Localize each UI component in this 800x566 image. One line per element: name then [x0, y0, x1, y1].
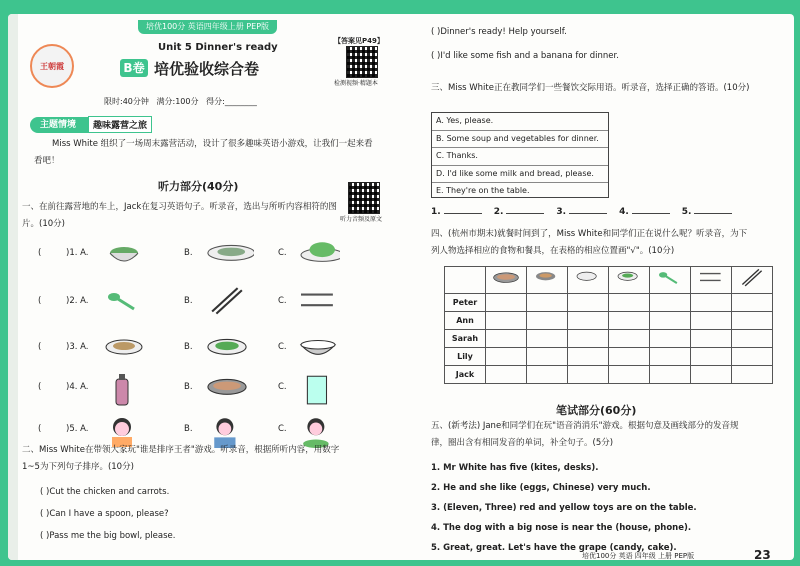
icon-header-cell	[486, 267, 527, 294]
table-row	[445, 330, 773, 348]
score-field[interactable]: 得分:________	[206, 97, 257, 106]
q1-label-b: B.	[184, 424, 193, 434]
answer-reference: 【答案见P49】	[334, 37, 384, 45]
q1-number: )5. A.	[66, 424, 89, 434]
check-cell[interactable]	[609, 330, 650, 348]
student-name: Sarah	[445, 330, 486, 348]
qr-code-icon[interactable]	[348, 182, 380, 214]
q4-line1: 四、(杭州市期末)就餐时间到了，Miss White和同学们正在说什么呢？听录音，为下	[431, 229, 748, 239]
check-cell[interactable]	[486, 312, 527, 330]
q1-label-b: B.	[184, 382, 193, 392]
q1-label-c: C.	[278, 342, 287, 352]
check-cell[interactable]	[486, 366, 527, 384]
check-cell[interactable]	[609, 348, 650, 366]
q3-answer-blanks	[431, 207, 732, 217]
logo: 王朝霞	[30, 44, 74, 88]
q2-item: ( )Cut the chicken and carrots.	[40, 487, 170, 497]
q1-instruction: 一、在前往露营地的车上，Jack在复习英语句子。听录音，选出与所听内容相符的图片。(10分)	[22, 202, 337, 229]
icon-header-cell	[732, 267, 773, 294]
blank-3[interactable]	[556, 207, 607, 217]
q2-line1: 二、Miss White在带领大家玩"谁是排序王者"游戏。听录音，根据所听内容，用数字	[22, 445, 340, 455]
fish-plate-icon	[200, 238, 254, 272]
q1-option-a[interactable]	[104, 238, 144, 276]
binding-spine	[8, 14, 18, 560]
q2-line2: 1~5为下列句子排序。(10分)	[22, 462, 134, 472]
q5-item: 4. The dog with a big nose is near the (house, phone).	[431, 523, 692, 533]
chopsticks-icon	[737, 268, 767, 290]
bottle-icon	[104, 372, 144, 406]
test-meta	[104, 96, 257, 107]
q1-option-b[interactable]	[200, 286, 254, 324]
noodles-icon	[532, 268, 562, 290]
q2-item: ( )Dinner's ready! Help yourself.	[431, 27, 567, 37]
student-name: Jack	[445, 366, 486, 384]
q3-option: C. Thanks.	[432, 148, 608, 166]
answer-paren[interactable]: (	[38, 342, 42, 352]
check-cell[interactable]	[568, 312, 609, 330]
answer-paren[interactable]: (	[38, 248, 42, 258]
q1-question-row	[38, 342, 89, 352]
fork-knife-icon	[696, 268, 726, 290]
q2-item: ( )I'd like some fish and a banana for dinner.	[431, 51, 619, 61]
q1-label-b: B.	[184, 296, 193, 306]
q3-instruction: 三、Miss White正在教同学们一些餐饮交际用语。听录音，选择正确的答语。(10分)	[431, 83, 750, 93]
q1-option-b[interactable]	[200, 332, 254, 370]
check-cell[interactable]	[568, 330, 609, 348]
blank-label: 3.	[556, 207, 567, 217]
check-cell[interactable]	[527, 366, 568, 384]
q3-option: A. Yes, please.	[432, 113, 608, 131]
q3-option: E. They're on the table.	[436, 186, 530, 196]
check-cell[interactable]	[691, 312, 732, 330]
check-cell[interactable]	[691, 330, 732, 348]
q3-option: B. Some soup and vegetables for dinner.	[432, 131, 608, 149]
q1-question-row	[38, 248, 89, 258]
roast-chicken-icon	[296, 238, 340, 272]
check-cell[interactable]	[691, 366, 732, 384]
writing-title: 笔试部分(60分)	[556, 404, 637, 417]
check-cell[interactable]	[527, 312, 568, 330]
answer-paren[interactable]: (	[38, 424, 42, 434]
q1-question-row	[38, 382, 89, 392]
blank-4[interactable]	[619, 207, 670, 217]
q1-label-c: C.	[278, 424, 287, 434]
icon-header-cell	[650, 267, 691, 294]
q1-number: )4. A.	[66, 382, 89, 392]
vegetables-icon	[614, 268, 644, 290]
table-header-row	[445, 267, 773, 294]
q1-option-c[interactable]	[296, 238, 340, 276]
blank-2[interactable]	[494, 207, 545, 217]
check-cell[interactable]	[568, 294, 609, 312]
q3-option: D. I'd like some milk and bread, please.	[432, 166, 608, 184]
blank-label: 2.	[493, 207, 504, 217]
theme-name: 趣味露营之旅	[88, 116, 152, 133]
answer-paren[interactable]: (	[38, 296, 42, 306]
check-cell[interactable]	[732, 294, 773, 312]
qr-caption: 检测视频·精题本	[334, 80, 378, 87]
check-cell[interactable]	[568, 366, 609, 384]
student-name: Ann	[445, 312, 486, 330]
check-cell[interactable]	[609, 294, 650, 312]
icon-header-cell	[527, 267, 568, 294]
theme-badge: 主题情境	[30, 117, 130, 133]
b-badge: B卷	[120, 59, 148, 77]
blank-1[interactable]	[431, 207, 482, 217]
q1-option-b[interactable]	[200, 238, 254, 276]
page-title: 培优验收综合卷	[154, 60, 260, 78]
check-cell[interactable]	[650, 366, 691, 384]
table-row	[445, 366, 773, 384]
soup-bowl-icon	[491, 268, 521, 290]
salad-bowl-icon	[104, 238, 144, 272]
q1-option-a[interactable]	[104, 332, 144, 370]
fork-knife-icon	[296, 286, 340, 320]
q1-option-a[interactable]	[104, 372, 144, 410]
q1-label-c: C.	[278, 382, 287, 392]
q5-item: 1. Mr White has five (kites, desks).	[431, 463, 599, 473]
icon-header-cell	[609, 267, 650, 294]
blank-label: 4.	[619, 207, 629, 217]
rice-bowl-icon	[296, 332, 340, 366]
check-cell[interactable]	[650, 312, 691, 330]
check-cell[interactable]	[486, 348, 527, 366]
soup-bowl-icon	[200, 372, 254, 406]
check-cell[interactable]	[732, 330, 773, 348]
q1-number: )2. A.	[66, 296, 89, 306]
q2-instruction	[22, 442, 402, 476]
q5-instruction	[431, 418, 793, 452]
check-cell[interactable]	[568, 348, 609, 366]
chopsticks-icon	[200, 286, 254, 320]
check-cell[interactable]	[691, 348, 732, 366]
check-cell[interactable]	[732, 348, 773, 366]
worksheet-page	[8, 14, 794, 560]
spoon-icon	[655, 268, 685, 290]
q5-line2: 律，圈出含有相同发音的单词，补全句子。(5分)	[431, 438, 614, 448]
icon-header-cell	[568, 267, 609, 294]
q5-item: 2. He and she like (eggs, Chinese) very much.	[431, 483, 651, 493]
check-cell[interactable]	[486, 330, 527, 348]
blank-5[interactable]	[682, 207, 733, 217]
q1-label-b: B.	[184, 342, 193, 352]
check-cell[interactable]	[609, 366, 650, 384]
corner-cell	[445, 267, 486, 294]
footer-text: 培优100分 英语 四年级 上册 PEP版	[582, 552, 695, 560]
q4-table	[444, 266, 773, 384]
check-cell[interactable]	[527, 348, 568, 366]
q5-item: 3. (Eleven, Three) red and yellow toys are on the table.	[431, 503, 697, 513]
check-cell[interactable]	[650, 348, 691, 366]
blank-label: 1.	[431, 207, 441, 217]
q5-line1: 五、(新考法) Jane和同学们在玩"语音消消乐"游戏。根据句意及画线部分的发音规	[431, 421, 739, 431]
q4-instruction	[431, 226, 793, 260]
q1-question-row	[38, 296, 89, 306]
series-band: 培优100分 英语四年级上册 PEP版	[138, 20, 277, 34]
q1-label-c: C.	[278, 296, 287, 306]
check-cell[interactable]	[732, 312, 773, 330]
q2-item: ( )Can I have a spoon, please?	[40, 509, 169, 519]
answer-paren[interactable]: (	[38, 382, 42, 392]
q5-item: 5. Great, great. Let's have the grape (candy, cake).	[431, 543, 677, 553]
theme-intro: Miss White 组织了一场周末露营活动，设计了很多趣味英语小游戏，让我们一起来看看吧！	[34, 139, 373, 166]
q3-options-box	[431, 112, 609, 198]
q1-option-c[interactable]	[296, 372, 340, 410]
icon-header-cell	[691, 267, 732, 294]
qr-caption: 听力音频及原文	[340, 216, 383, 223]
check-cell[interactable]	[650, 330, 691, 348]
table-row	[445, 294, 773, 312]
student-name: Lily	[445, 348, 486, 366]
q1-option-c[interactable]	[296, 286, 340, 324]
q1-label-b: B.	[184, 248, 193, 258]
q1-number: )1. A.	[66, 248, 89, 258]
check-cell[interactable]	[732, 366, 773, 384]
full-score: 满分:100分	[156, 97, 199, 106]
q1-option-a[interactable]	[104, 286, 144, 324]
blank-label: 5.	[681, 207, 692, 217]
q1-label-c: C.	[278, 248, 287, 258]
check-cell[interactable]	[650, 294, 691, 312]
spoon-icon	[104, 286, 144, 320]
q1-option-c[interactable]	[296, 332, 340, 370]
check-cell[interactable]	[609, 312, 650, 330]
time-limit: 限时:40分钟	[104, 97, 149, 106]
glass-water-icon	[296, 372, 340, 406]
q4-line2: 列人物选择相应的食物和餐具，在表格的相应位置画"√"。(10分)	[431, 246, 675, 256]
check-cell[interactable]	[527, 330, 568, 348]
rice-icon	[573, 268, 603, 290]
check-cell[interactable]	[691, 294, 732, 312]
listening-title: 听力部分(40分)	[158, 180, 239, 193]
q1-option-b[interactable]	[200, 372, 254, 410]
table-row	[445, 312, 773, 330]
table-row	[445, 348, 773, 366]
q1-number: )3. A.	[66, 342, 89, 352]
page-number: 23	[754, 548, 771, 560]
check-cell[interactable]	[486, 294, 527, 312]
unit-title: Unit 5 Dinner's ready	[158, 42, 278, 53]
student-name: Peter	[445, 294, 486, 312]
q1-question-row	[38, 424, 89, 434]
q2-item: ( )Pass me the big bowl, please.	[40, 531, 176, 541]
qr-code-icon[interactable]	[346, 46, 378, 78]
vegetable-plate-icon	[200, 332, 254, 366]
check-cell[interactable]	[527, 294, 568, 312]
noodles-plate-icon	[104, 332, 144, 366]
